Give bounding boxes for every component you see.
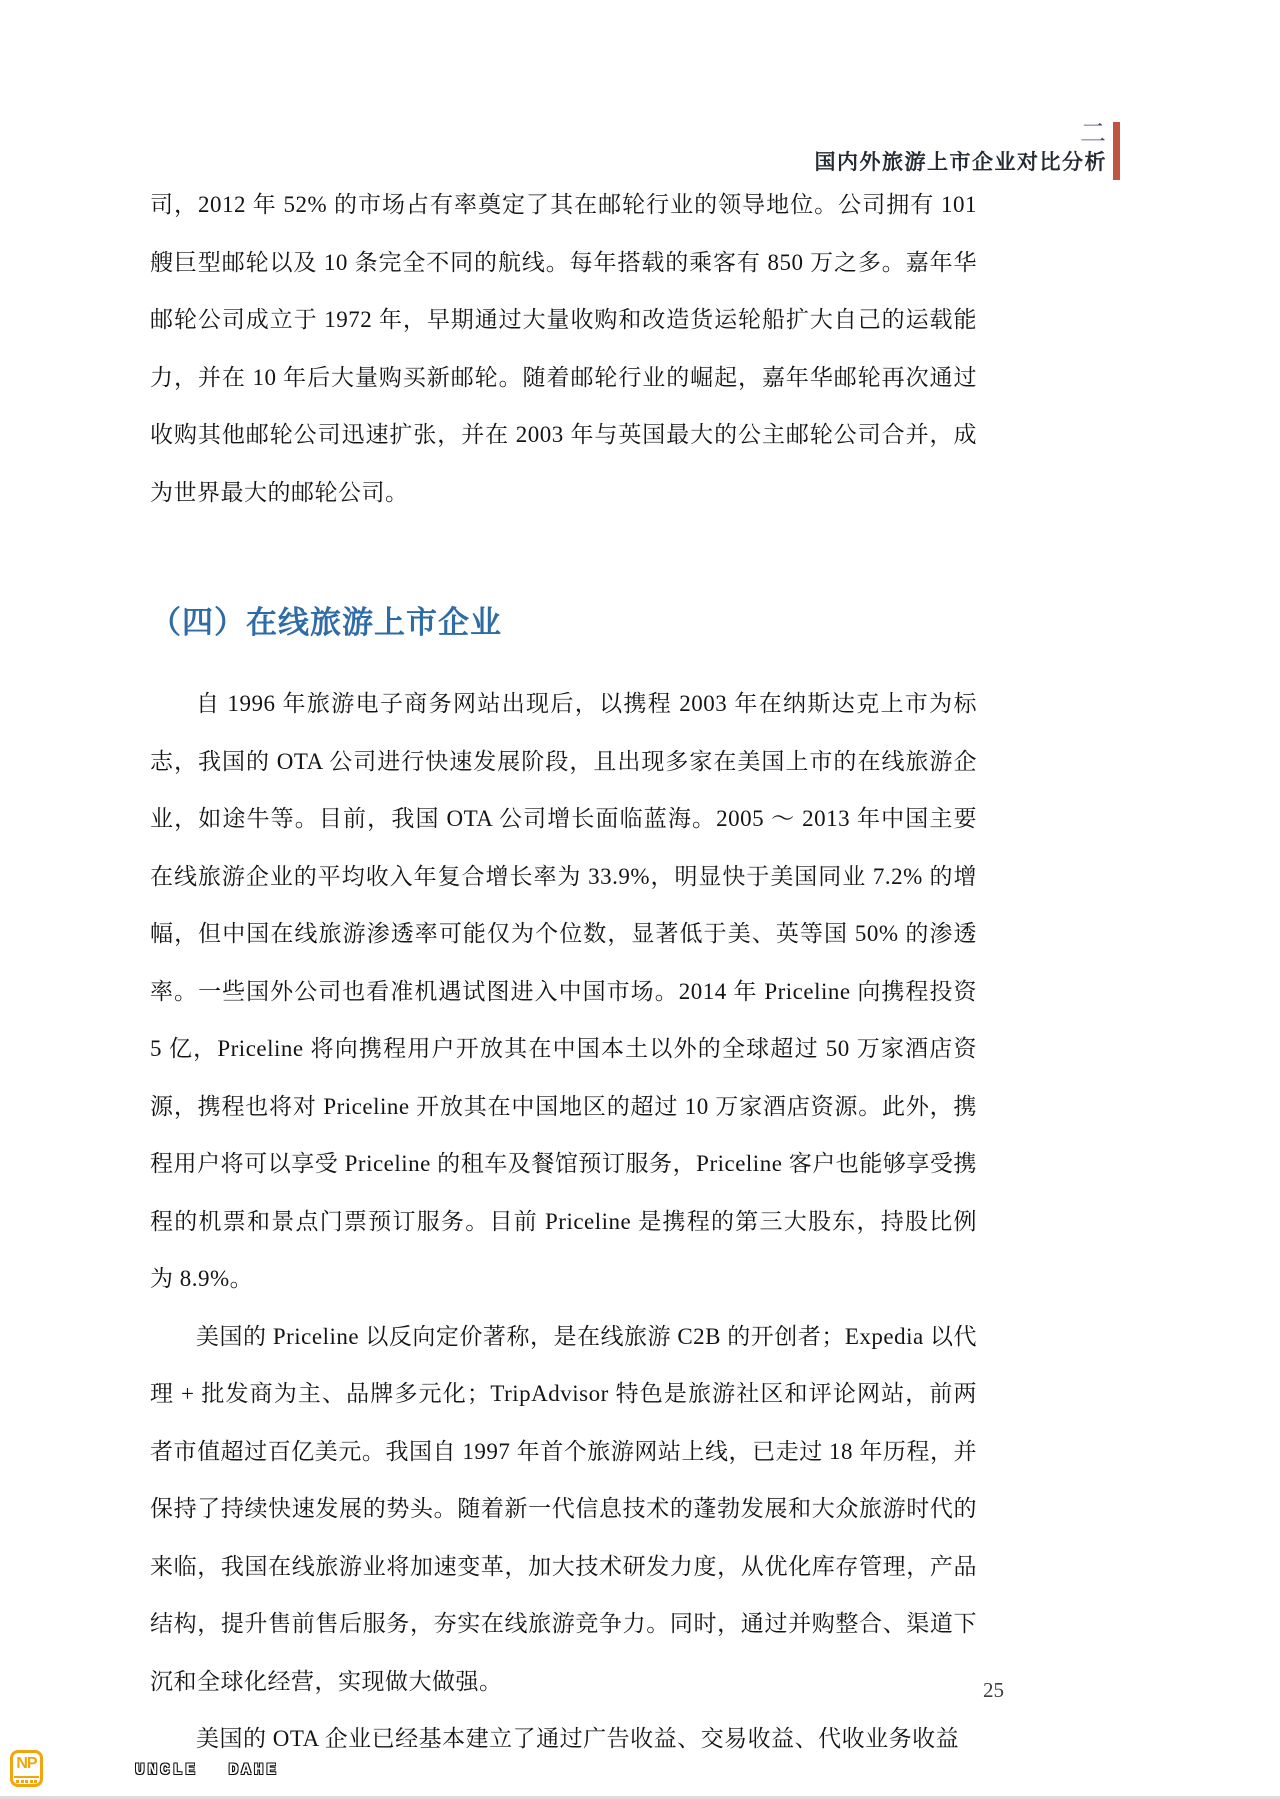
paragraph-ota-overview: 自 1996 年旅游电子商务网站出现后，以携程 2003 年在纳斯达克上市为标志，我国的 OTA 公司进行快速发展阶段，且出现多家在美国上市的在线旅游企业，如途牛等。目前，我国 OTA 公司增长面临蓝海。2005 ～ 2013 年中国主要在线旅游企业的平均收入年复合增长率为 33.9%，明显快于美国同业 7.2% 的增幅，但中国在线旅游渗透率可能仅为个位数，显著低于美、英等国 50% 的渗透率。一些国外公司也看准机遇试图进入中国市场。2014 年 Priceline 向携程投资 5 亿，Priceline 将向携程用户开放其在中国本土以外的全球超过 50 万家酒店资源，携程也将对 Priceline 开放其在中国地区的超过 10 万家酒店资源。此外，携程用户将可以享受 Priceline 的租车及餐馆预订服务，Priceline 客户也能够享受携程的机票和景点门票预订服务。目前 Priceline 是携程的第三大股东，持股比例为 8.9%。 (150, 691, 978, 1291)
publisher-brand-text: UNCLE DAHE (135, 1761, 280, 1779)
running-head-title: 国内外旅游上市企业对比分析 (814, 151, 1107, 174)
paragraph-us-ota-revenue: 美国的 OTA 企业已经基本建立了通过广告收益、交易收益、代收业务收益 (196, 1726, 960, 1751)
article-body (150, 176, 977, 1768)
page-number: 25 (983, 1678, 1004, 1702)
header-accent-bar (1113, 122, 1120, 180)
logo-filmstrip-dots (14, 1776, 39, 1783)
paragraph-priceline-expedia: 美国的 Priceline 以反向定价著称，是在线旅游 C2B 的开创者；Expedia 以代理 + 批发商为主、品牌多元化；TripAdvisor 特色是旅游社区和评论网站，前两者市值超过百亿美元。我国自 1997 年首个旅游网站上线，已走过 18 年历程，并保持了持续快速发展的势头。随着新一代信息技术的蓬勃发展和大众旅游时代的来临，我国在线旅游业将加速变革，加大技术研发力度，从优化库存管理，产品结构，提升售前售后服务，夯实在线旅游竞争力。同时，通过并购整合、渠道下沉和全球化经营，实现做大做强。 (150, 1323, 978, 1694)
publisher-logo-text: NP (16, 1755, 37, 1772)
chapter-number: 二 (1079, 118, 1106, 148)
section-heading-online-travel: （四）在线旅游上市企业 (150, 605, 502, 640)
paragraph-carnival-cruise: 司，2012 年 52% 的市场占有率奠定了其在邮轮行业的领导地位。公司拥有 101 艘巨型邮轮以及 10 条完全不同的航线。每年搭载的乘客有 850 万之多。嘉年华邮轮公司成立于 1972 年，早期通过大量收购和改造货运轮船扩大自己的运载能力，并在 10 年后大量购买新邮轮。随着邮轮行业的崛起，嘉年华邮轮再次通过收购其他邮轮公司迅速扩张，并在 2003 年与英国最大的公主邮轮公司合并，成为世界最大的邮轮公司。 (150, 192, 977, 505)
publisher-logo-icon (10, 1750, 43, 1787)
